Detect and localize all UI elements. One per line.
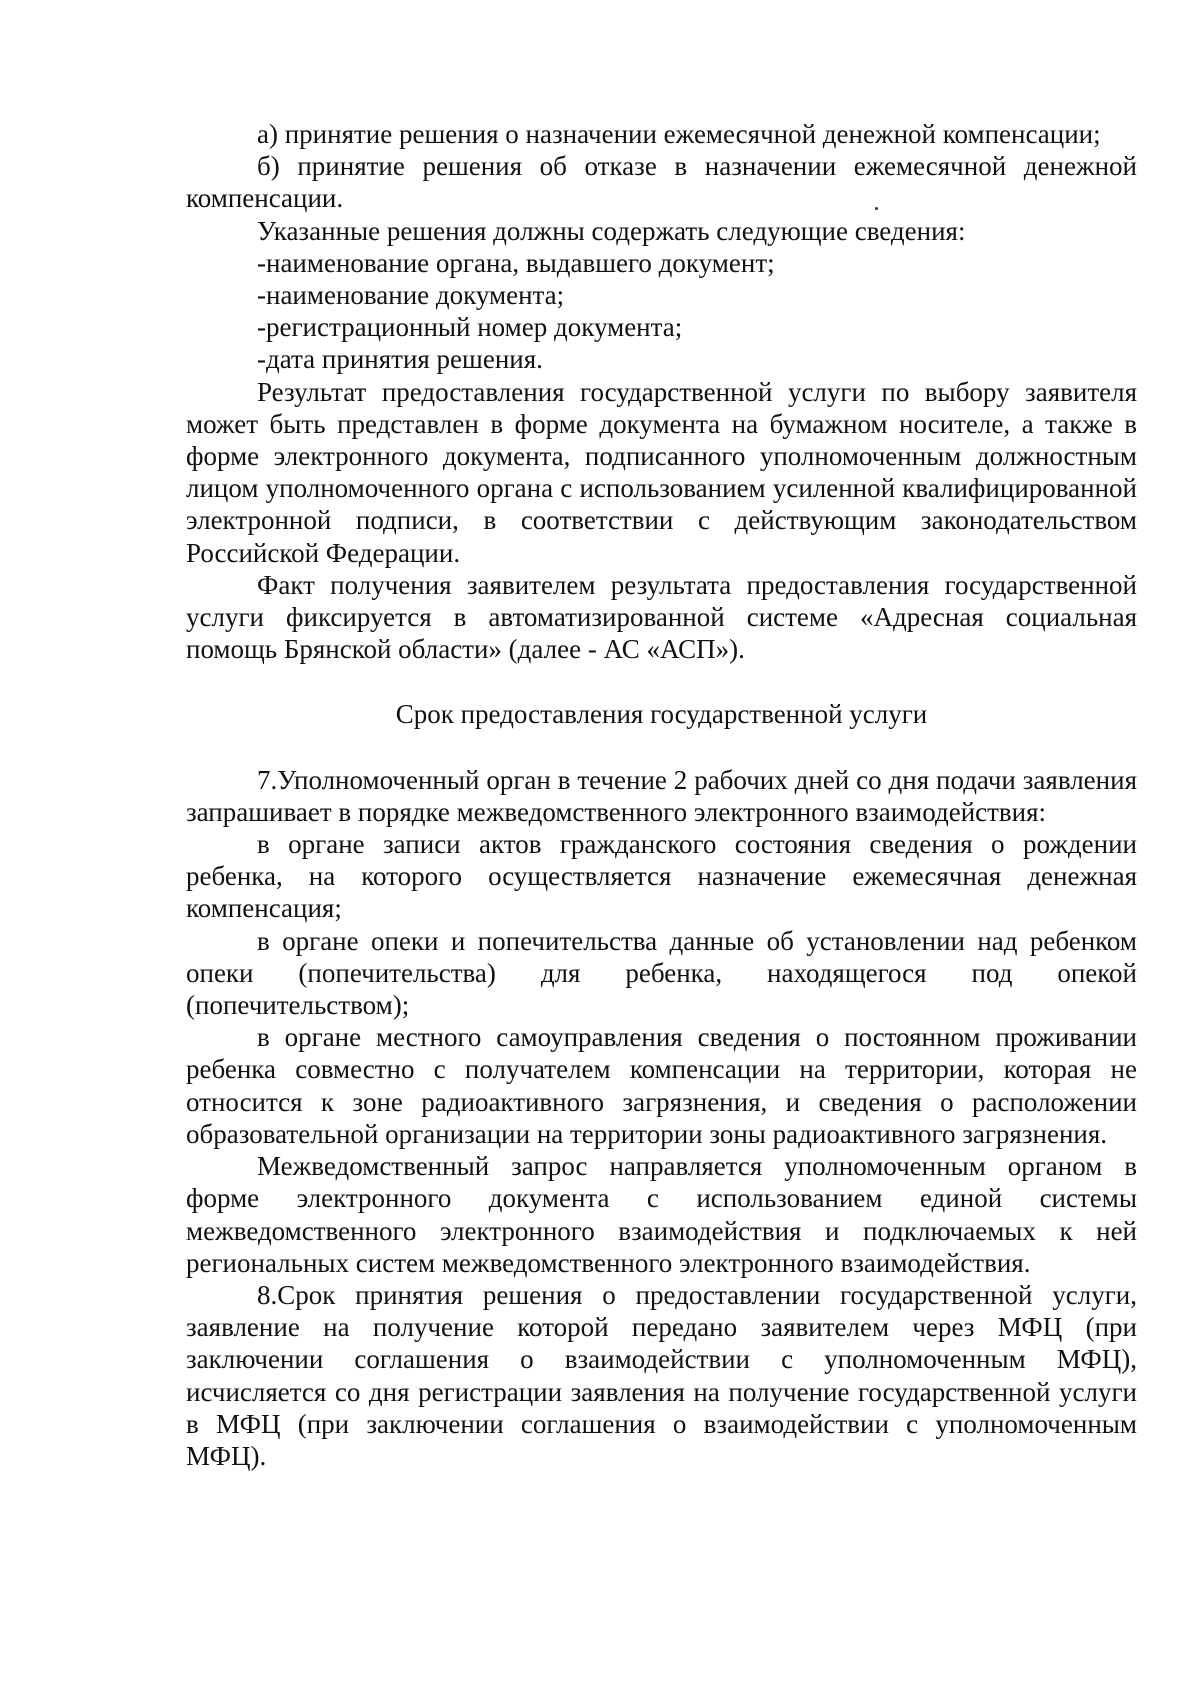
paragraph-result-recording: Факт получения заявителем результата предоставления государственной услуги фиксируется в автоматизированной системе «Адресная социальная помощь Брянской области» (далее - АС «АСП»). [186,569,1137,665]
paragraph-decision-a: а) принятие решения о назначении ежемесячной денежной компенсации; [257,119,1101,149]
paragraph-local-government: в органе местного самоуправления сведения о постоянном проживании ребенка совместно с получателем компенсации на территории, которая не относится к зоне радиоактивного загрязнения, и сведения о расположении образовательной организации на территории зоны радиоактивного загрязнения. [186,1022,1137,1149]
paragraph-civil-registry: в органе записи актов гражданского состояния сведения о рождении ребенка, на которого осуществляется назначение ежемесячная денежная компенсация; [186,829,1137,924]
list-item-organ-name: -наименование органа, выдавшего документ; [257,247,775,278]
list-item-registration-number: -регистрационный номер документа; [257,312,683,343]
paragraph-result-form: Результат предоставления государственной услуги по выбору заявителя может быть представлен в форме документа на бумажном носителе, а также в форме электронного документа, подписанного уполномоченным должностным лицом уполномоченного органа с использованием усиленной квалифицированной электронной подписи, в соответствии с действующим законодательством Российской Федерации. [186,376,1137,568]
paragraph-item-7: 7.Уполномоченный орган в течение 2 рабочих дней со дня подачи заявления запрашивает в порядке межведомственного электронного взаимодействия: [186,764,1137,827]
list-item-decision-date: -дата принятия решения. [257,344,543,375]
document-page [186,118,1137,1472]
list-item-document-name: -наименование документа; [257,280,565,311]
section-heading: Срок предоставления государственной услуги [395,699,928,730]
paragraph-guardianship: в органе опеки и попечительства данные об установлении над ребенком опеки (попечительства) для ребенка, находящегося под опекой (попечительством); [186,925,1137,1021]
paragraph-decision-b: б) принятие решения об отказе в назначении ежемесячной денежной компенсации. [186,151,1137,214]
paragraph-interagency-request: Межведомственный запрос направляется уполномоченным органом в форме электронного документа с использованием единой системы межведомственного электронного взаимодействия и подключаемых к ней региональных систем межведомственного электронного взаимодействия. [186,1151,1137,1278]
scan-speck [875,207,878,210]
paragraph-item-8: 8.Срок принятия решения о предоставлении государственной услуги, заявление на получение которой передано заявителем через МФЦ (при заключении соглашения о взаимодействии с уполномоченным МФЦ), исчисляется со дня регистрации заявления на получение государственной услуги в МФЦ (при заключении соглашения о взаимодействии с уполномоченным МФЦ). [186,1279,1137,1471]
paragraph-decision-contents-intro: Указанные решения должны содержать следующие сведения: [257,215,966,246]
